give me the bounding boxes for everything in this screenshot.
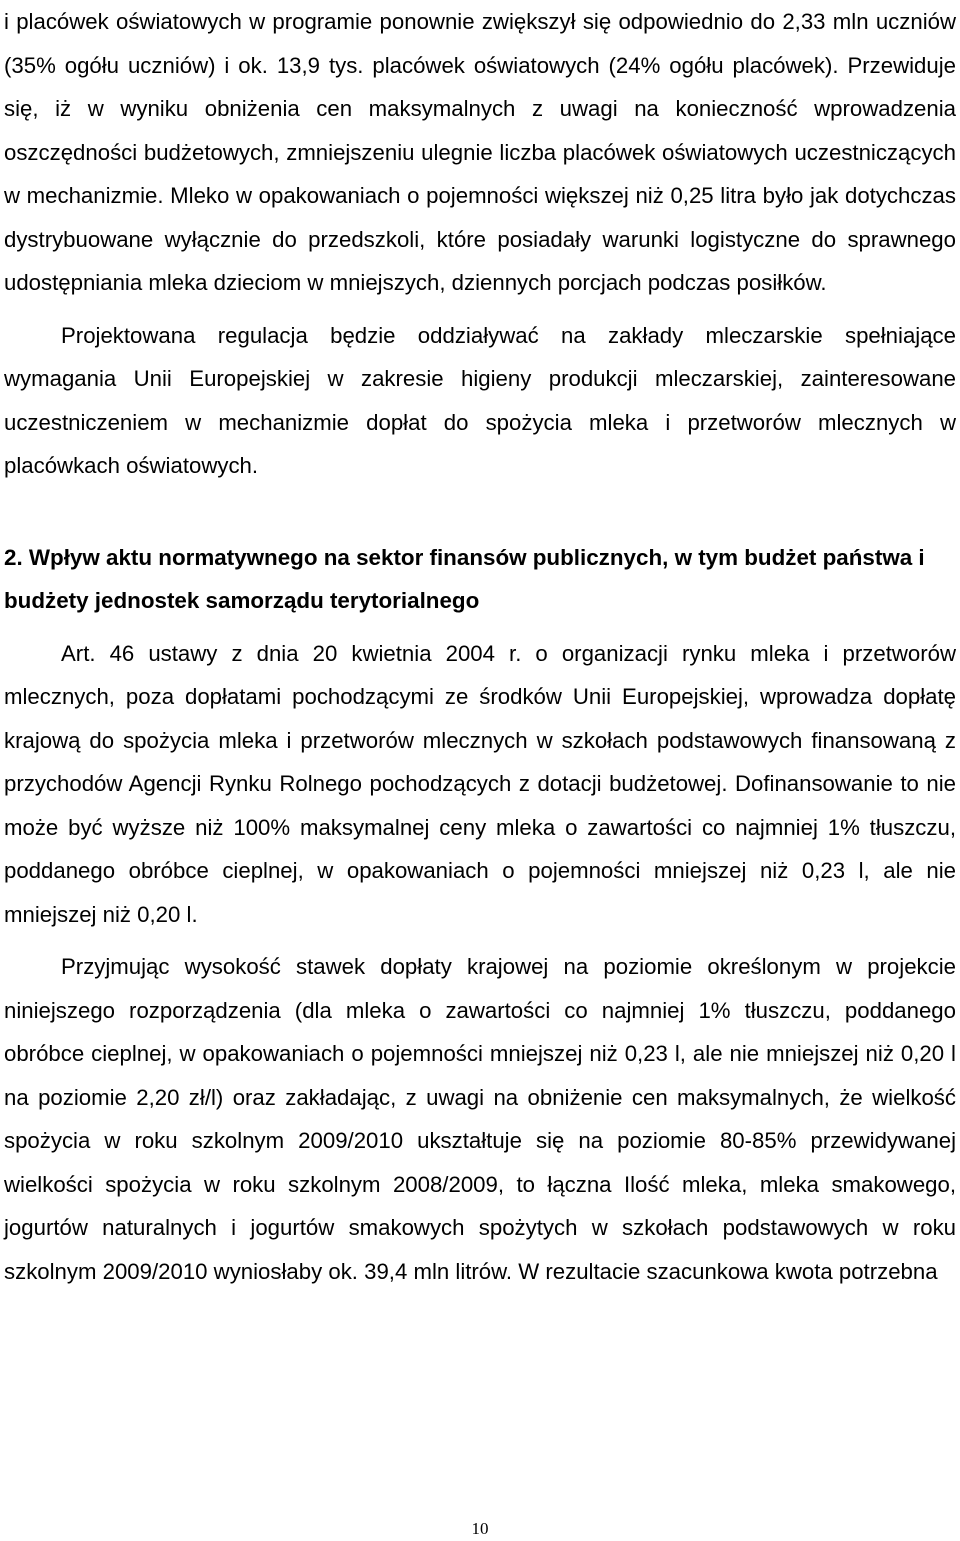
document-page — [4, 0, 956, 1293]
paragraph-dairy-impact: Projektowana regulacja będzie oddziaływać na zakłady mleczarskie spełniające wymagania Unii Europejskiej w zakresie higieny produkcji mleczarskiej, zainteresowane uczestniczeniem w mechanizmie dopłat do spożycia mleka i przetworów mlecznych w placówkach oświatowych. — [4, 322, 956, 478]
paragraph-participation: i placówek oświatowych w programie ponownie zwiększył się odpowiednio do 2,33 mln uczniów (35% ogółu uczniów) i ok. 13,9 tys. placówek oświatowych (24% ogółu placówek). Przewiduje się, iż w wyniku obniżenia cen maksymalnych z uwagi na konieczność wprowadzenia oszczędności budżetowych, zmniejszeniu ulegnie liczba placówek oświatowych uczestniczących w mechanizmie. Mleko w opakowaniach o pojemności większej niż 0,25 litra było jak dotychczas dystrybuowane wyłącznie do przedszkoli, które posiadały warunki logistyczne do sprawnego udostępniania mleka dzieciom w mniejszych, dziennych porcjach podczas posiłków. — [4, 9, 956, 295]
page-number: 10 — [471, 1519, 489, 1538]
section-heading: 2. Wpływ aktu normatywnego na sektor finansów publicznych, w tym budżet państwa i budżety jednostek samorządu terytorialnego — [4, 544, 925, 613]
paragraph-cost-estimate: Przyjmując wysokość stawek dopłaty krajowej na poziomie określonym w projekcie niniejszego rozporządzenia (dla mleka o zawartości co najmniej 1% tłuszczu, poddanego obróbce cieplnej, w opakowaniach o pojemności mniejszej niż 0,23 l, ale nie mniejszej niż 0,20 l na poziomie 2,20 zł/l) oraz zakładając, z uwagi na obniżenie cen maksymalnych, że wielkość spożycia w roku szkolnym 2009/2010 ukształtuje się na poziomie 80-85% przewidywanej wielkości spożycia w roku szkolnym 2008/2009, to łączna Ilość mleka, mleka smakowego, jogurtów naturalnych i jogurtów smakowych spożytych w szkołach podstawowych w roku szkolnym 2009/2010 wyniosłaby ok. 39,4 mln litrów. W rezultacie szacunkowa kwota potrzebna — [4, 954, 956, 1284]
paragraph-legal-basis: Art. 46 ustawy z dnia 20 kwietnia 2004 r. o organizacji rynku mleka i przetworów mlecznych, poza dopłatami pochodzącymi ze środków Unii Europejskiej, wprowadza dopłatę krajową do spożycia mleka i przetworów mlecznych w szkołach podstawowych finansowaną z przychodów Agencji Rynku Rolnego pochodzących z dotacji budżetowej. Dofinansowanie to nie może być wyższe niż 100% maksymalnej ceny mleka o zawartości co najmniej 1% tłuszczu, poddanego obróbce cieplnej, w opakowaniach o pojemności mniejszej niż 0,23 l, ale nie mniejszej niż 0,20 l. — [4, 640, 956, 927]
